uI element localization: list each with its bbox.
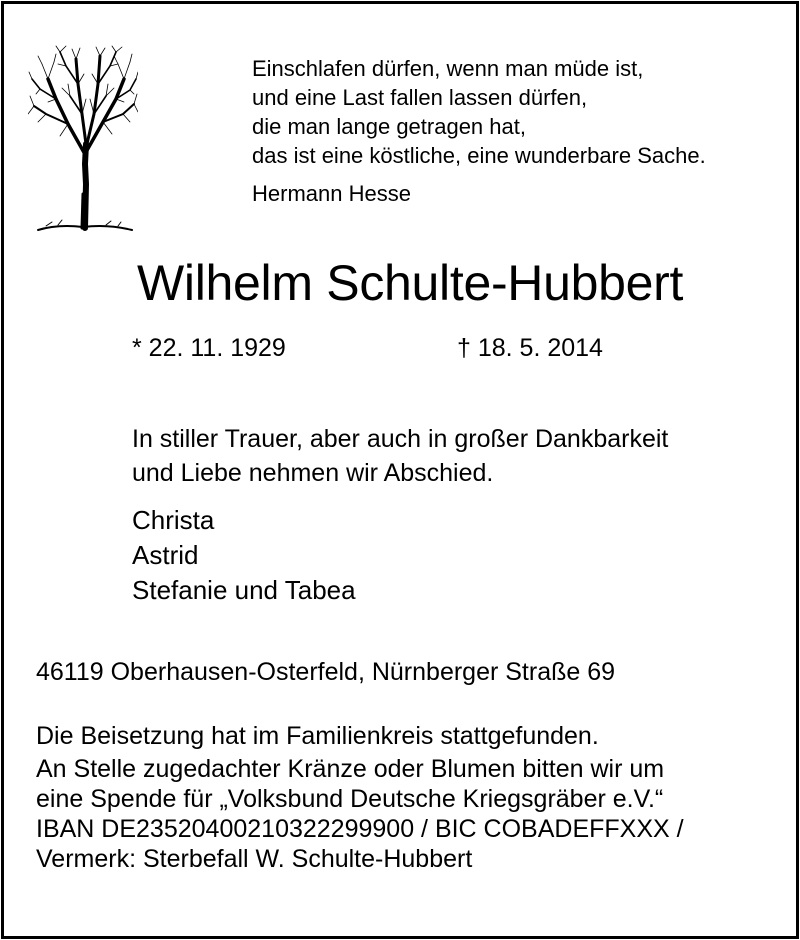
- donation-note-line: An Stelle zugedachter Kränze oder Blumen bitten wir um: [36, 755, 665, 783]
- quote-line: die man lange getragen hat,: [252, 114, 526, 139]
- family-member: Christa: [132, 505, 215, 535]
- quote-author: Hermann Hesse: [252, 181, 411, 206]
- birth-date: * 22. 11. 1929: [132, 334, 286, 362]
- family-address: 46119 Oberhausen-Osterfeld, Nürnberger Straße 69: [36, 658, 616, 686]
- burial-note: Die Beisetzung hat im Familienkreis stattgefunden.: [36, 722, 599, 750]
- bare-tree-icon: [28, 44, 138, 234]
- deceased-name: Wilhelm Schulte-Hubbert: [137, 255, 684, 311]
- mourning-line: In stiller Trauer, aber auch in großer Dankbarkeit: [132, 425, 669, 453]
- mourning-text: [132, 422, 668, 490]
- family-names: [132, 503, 356, 608]
- funeral-notes: [36, 721, 684, 874]
- bank-details-line: IBAN DE23520400210322299900 / BIC COBADEFFXXX /: [36, 815, 684, 843]
- donation-note-line: eine Spende für „Volksbund Deutsche Kriegsgräber e.V.“: [36, 785, 664, 813]
- hesse-quote: [252, 54, 706, 170]
- family-member: Astrid: [132, 540, 199, 570]
- reference-line: Vermerk: Sterbefall W. Schulte-Hubbert: [36, 845, 473, 873]
- family-member: Stefanie und Tabea: [132, 575, 356, 605]
- quote-line: Einschlafen dürfen, wenn man müde ist,: [252, 56, 644, 81]
- mourning-line: und Liebe nehmen wir Abschied.: [132, 459, 494, 487]
- death-date: † 18. 5. 2014: [457, 334, 603, 362]
- quote-line: das ist eine köstliche, eine wunderbare Sache.: [252, 143, 706, 168]
- quote-line: und eine Last fallen lassen dürfen,: [252, 85, 588, 110]
- obituary-notice: [1, 1, 799, 939]
